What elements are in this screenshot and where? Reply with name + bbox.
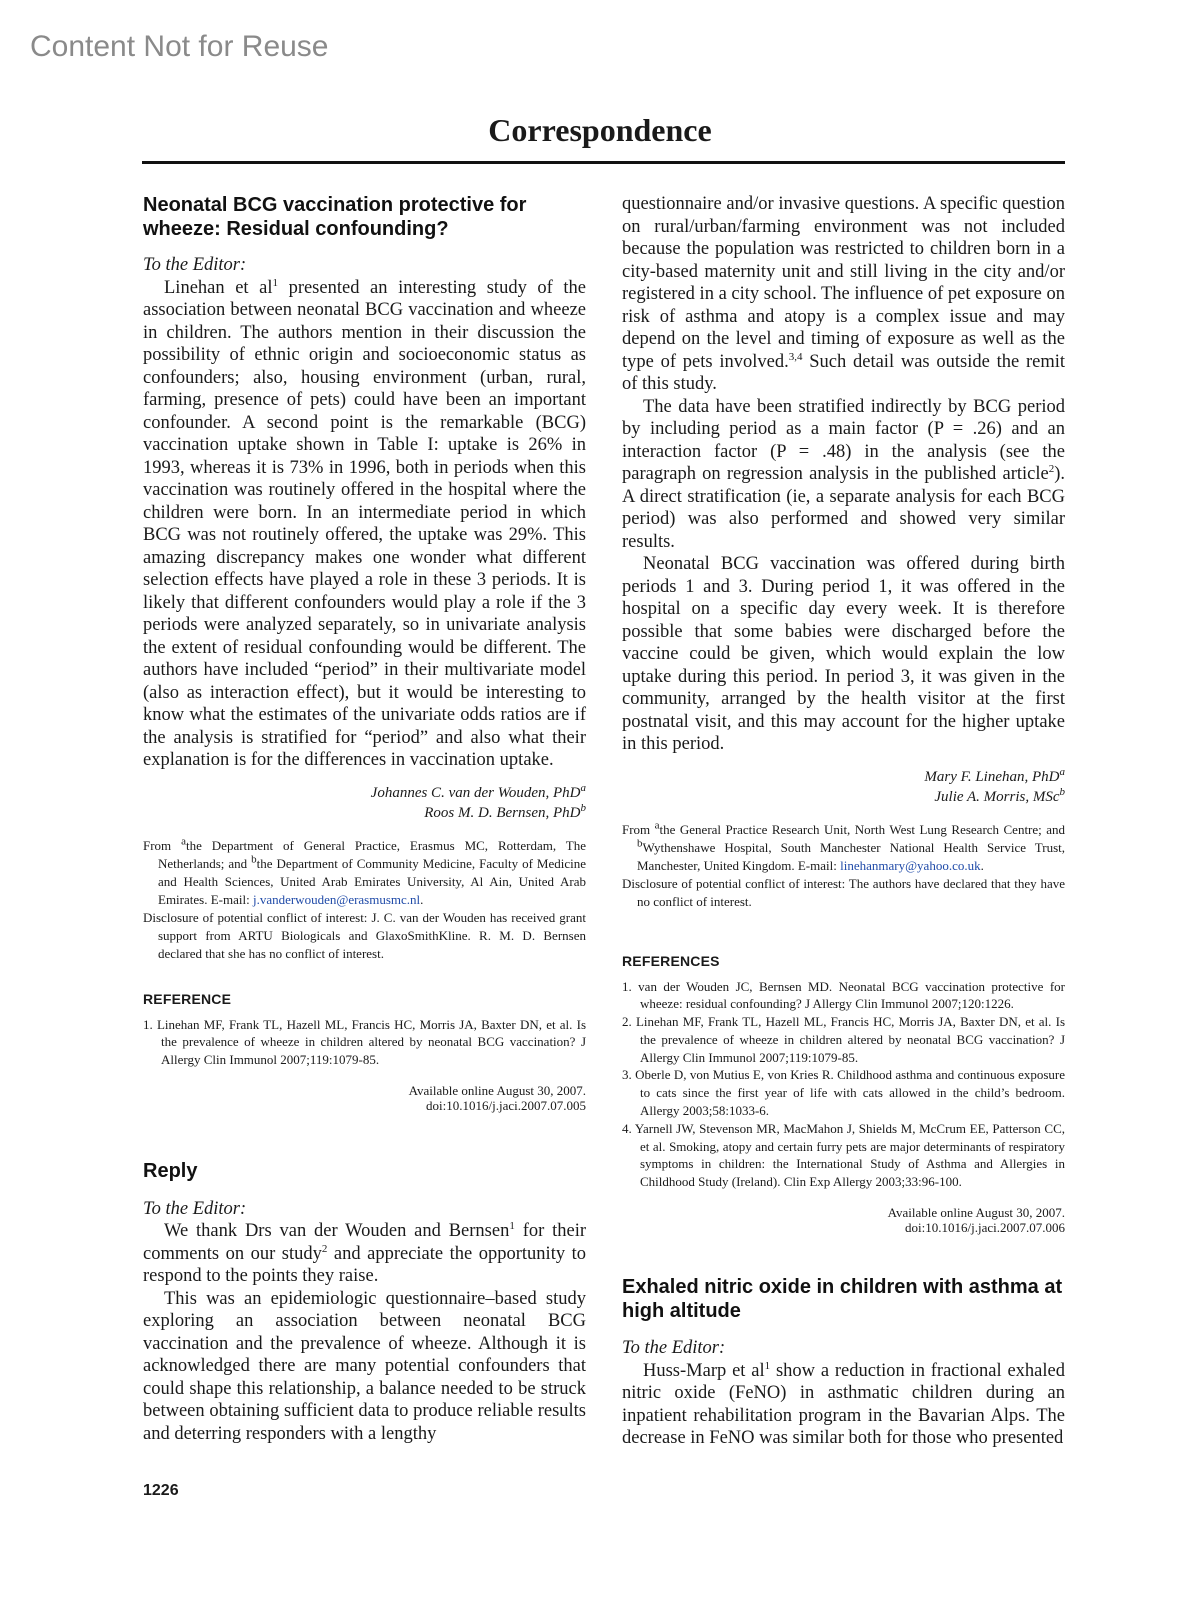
- section-title: Correspondence: [488, 112, 712, 148]
- reply-reference-list: [622, 978, 1065, 1192]
- citation-sup[interactable]: 2: [1048, 462, 1055, 475]
- reply-disclosure: Disclosure of potential conflict of interest: The authors have declared that they have no conflict of interest.: [622, 875, 1065, 909]
- reference-item: 1. van der Wouden JC, Bernsen MD. Neonatal BCG vaccination protective for wheeze: residual confounding? J Allergy Clin Immunol 2007;120:1226.: [622, 978, 1065, 1012]
- letter1-salutation: To the Editor:: [143, 255, 247, 275]
- letter1-paragraph: Linehan et $al^1$ presented an interesting study of the association between neonatal BCG vaccination and wheeze in children. The authors mention in their discussion the possibility of ethnic origin and socioeconomic status as confounders; also, housing environment (urban, rural, farming, presence of pets) could have been an important confounder. A second point is the remarkable (BCG) vaccination uptake shown in Table I: uptake is 26% in 1993, whereas it is 73% in 1996, both in periods when this vaccination was routinely offered in the hospital where the children were born. In an intermediate period in which BCG was not routinely offered, the uptake was 29%. This amazing discrepancy makes one wonder what different selection effects have played a role in these 3 periods. It is likely that different confounders would play a role if the 3 periods were analyzed separately, so in univariate analysis the extent of residual confounding would be different. The authors have included “period” in their multivariate model (also as interaction effect), but it would be interesting to know what the estimates of the univariate odds ratios are if the analysis is stratified for “period” and also what their explanation is for the differences in vaccination uptake.: [143, 276, 586, 770]
- letter1-author1: Johannes C. van der Wouden, PhD$^a$: [370, 781, 586, 801]
- letter2-salutation: To the Editor:: [622, 1338, 726, 1359]
- reply-paragraph-1: We thank Drs van der Wouden and Bernsen$^1$ for their comments on our study$^2$ and appreciate the opportunity to respond to the points they raise.: [143, 1220, 586, 1287]
- reply-title: Reply: [143, 1159, 198, 1182]
- letter1-disclosure: Disclosure of potential conflict of interest: J. C. van der Wouden has received grant support from ARTU Biologicals and GlaxoSmithKline. R. M. D. Bernsen declared that she has no conflict of interest.: [143, 909, 586, 961]
- reply-paragraph-2-cont: questionnaire and/or invasive questions. A specific question on rural/urban/farming environment was not included because the population was restricted to children born in a city-based maternity unit and still living in the city and/or registered in a city school. The influence of pet exposure on risk of asthma and atopy is a complex issue and may depend on the level and timing of exposure as well as the type of pets involved.$^{3,4}$ Such detail was outside the remit of this study.: [622, 194, 1065, 394]
- letter1-reference-heading: REFERENCE: [143, 990, 232, 1007]
- letter1-title: Neonatal BCG vaccination protective for wheeze: Residual confounding?: [143, 194, 527, 240]
- citation-sup[interactable]: 1: [272, 276, 278, 289]
- letter2-paragraph: Huss-Marp et $al^1$ show a reduction in fractional exhaled nitric oxide (FeNO) in asthmatic children during an inpatient rehabilitation program in the Bavarian Alps. The decrease in FeNO was similar both for those who presented: [622, 1359, 1065, 1449]
- letter1-doi[interactable]: doi:10.1016/j.jaci.2007.07.005: [426, 1097, 586, 1113]
- reply-author1: Mary F. Linehan, PhD$^a$: [924, 765, 1065, 785]
- citation-sup[interactable]: 1: [764, 1359, 771, 1372]
- letter1-email-link[interactable]: j.vanderwouden@erasmusmc.nl: [252, 891, 421, 907]
- reference-item: 1. Linehan MF, Frank TL, Hazell ML, Francis HC, Morris JA, Baxter DN, et al. Is the prevalence of wheeze in children altered by neonatal BCG vaccination? J Allergy Clin Immunol 2007;119:1079-85.: [143, 1016, 586, 1068]
- reply-email-link[interactable]: linehanmary@yahoo.co.uk: [840, 857, 981, 873]
- citation-sup[interactable]: 3,4: [788, 350, 803, 363]
- reply-paragraph-2-start: This was an epidemiologic questionnaire–based study exploring an association between neonatal BCG vaccination and the prevalence of wheeze. Although it is acknowledged there are many potential confounders that could shape this relationship, a balance needed to be struck between obtaining sufficient data to produce reliable results and deterring responders with a lengthy: [143, 1288, 586, 1444]
- reply-available-online: Available online August 30, 2007.: [887, 1205, 1065, 1221]
- reply-affiliation: From $^a$the General Practice Research Unit, North West Lung Research Centre; and $^b$Wythenshawe Hospital, South Manchester National Health Service Trust, Manchester, United Kingdom. E-mail: linehanmary@yahoo.co.uk.: [622, 819, 1066, 873]
- reply-salutation: To the Editor:: [143, 1198, 247, 1219]
- reference-item: 2. Linehan MF, Frank TL, Hazell ML, Francis HC, Morris JA, Baxter DN, et al. Is the prevalence of wheeze in children altered by neonatal BCG vaccination? J Allergy Clin Immunol 2007;119:1079-85.: [622, 1014, 1065, 1065]
- letter2-title: Exhaled nitric oxide in children with asthma at high altitude: [622, 1276, 1063, 1323]
- reply-author2: Julie A. Morris, MSc$^b$: [934, 785, 1065, 805]
- citation-sup[interactable]: 2: [321, 1242, 328, 1255]
- letter1-reference-list: [143, 1016, 586, 1069]
- reply-references-heading: REFERENCES: [622, 952, 720, 969]
- page-number: 1226: [143, 1482, 179, 1499]
- reference-item: 3. Oberle D, von Mutius E, von Kries R. Childhood asthma and continuous exposure to cats since the first year of life with cats allowed in the child’s bedroom. Allergy 2003;58:1033-6.: [622, 1067, 1065, 1119]
- right-column: [622, 193, 1065, 1450]
- reply-paragraph-3: The data have been stratified indirectly by BCG period by including period as a main factor (P = .26) and an interaction factor (P = .48) in the analysis (see the paragraph on regression analysis in the published article$^2$). A direct stratification (ie, a separate analysis for each BCG period) was also performed and showed very similar results.: [622, 396, 1065, 552]
- reply-paragraph-4: Neonatal BCG vaccination was offered during birth periods 1 and 3. During period 1, it was offered in the hospital on a specific day every week. It is therefore possible that some babies were discharged before the vaccine could be given, which would explain the low uptake during this period. In period 3, it was given in the community, arranged by the health visitor at the first postnatal visit, and this may account for the higher uptake in this period.: [622, 554, 1065, 754]
- citation-sup[interactable]: 1: [509, 1220, 515, 1233]
- left-column: [143, 193, 586, 1445]
- letter1-available-online: Available online August 30, 2007.: [408, 1082, 586, 1098]
- reply-doi[interactable]: doi:10.1016/j.jaci.2007.07.006: [905, 1220, 1065, 1236]
- letter1-affiliation: From $^a$the Department of General Practice, Erasmus MC, Rotterdam, The Netherlands; and $^b$the Department of Community Medicine, Faculty of Medicine and Health Sciences, United Arab Emirates University, Al Ain, United Arab Emirates. E-mail: j.vanderwouden@erasmusmc.nl.: [143, 835, 587, 907]
- title-rule: [142, 161, 1065, 164]
- reference-item: 4. Yarnell JW, Stevenson MR, MacMahon J, Shields M, McCrum EE, Patterson CC, et al. Smoking, atopy and certain furry pets are major determinants of respiratory symptoms in children: the International Study of Asthma and Allergies in Childhood Study (Ireland). Clin Exp Allergy 2003;33:96-100.: [622, 1120, 1065, 1190]
- watermark: Content Not for Reuse: [30, 30, 329, 63]
- letter1-author2: Roos M. D. Bernsen, PhD$^b$: [424, 801, 586, 821]
